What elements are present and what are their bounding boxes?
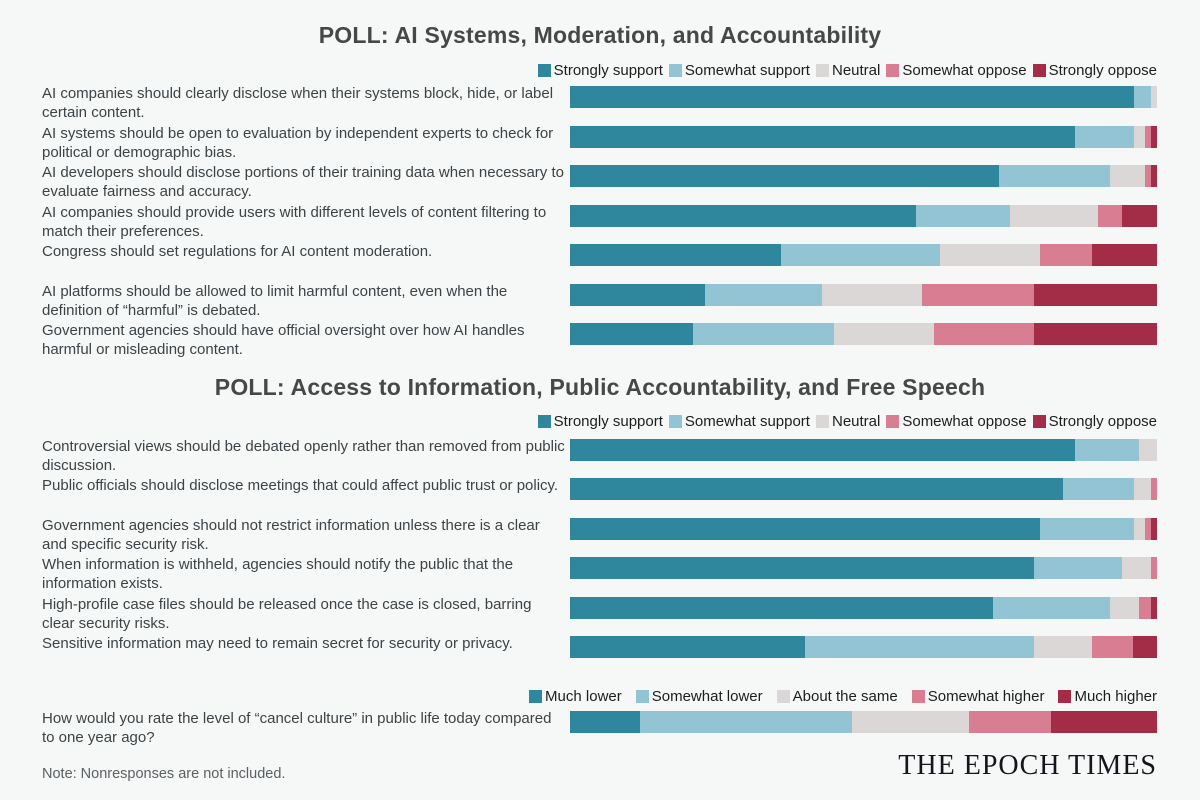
legend-item (1033, 413, 1157, 430)
legend-item (538, 413, 663, 430)
poll-row (0, 597, 1200, 637)
bar-segment (1122, 557, 1151, 579)
stacked-bar (570, 439, 1157, 461)
bar-segment (1092, 636, 1133, 658)
legend-swatch-icon (1058, 690, 1071, 703)
legend-swatch-icon (816, 415, 829, 428)
bar-segment (1151, 86, 1157, 108)
stacked-bar (570, 636, 1157, 658)
poll-row (0, 126, 1200, 166)
bar-segment (1034, 636, 1093, 658)
stacked-bar (570, 284, 1157, 306)
legend-label: Strongly oppose (1048, 61, 1157, 79)
bar-segment (570, 86, 1134, 108)
legend-item (777, 688, 898, 705)
bar-segment (570, 636, 805, 658)
bar-segment (1151, 165, 1157, 187)
poll-question-label: When information is withheld, agencies should notify the public that the information exists. (42, 556, 514, 592)
bar-segment (1040, 518, 1134, 540)
bar-segment (934, 323, 1034, 345)
bar-segment (1040, 244, 1093, 266)
bar-segment (1034, 284, 1157, 306)
bar-segment (1034, 557, 1122, 579)
bar-segment (705, 284, 822, 306)
legend-item (669, 413, 810, 430)
legend-swatch-icon (1033, 64, 1046, 77)
poll-question-label: Government agencies should not restrict information unless there is a clear and specific security risk. (42, 516, 540, 553)
footer (0, 750, 1200, 782)
stacked-bar (570, 165, 1157, 187)
section2-legend (0, 413, 1200, 431)
bar-segment (1075, 126, 1134, 148)
section3-legend (0, 688, 1200, 706)
bar-segment (940, 244, 1040, 266)
poll-question-label: Controversial views should be debated openly rather than removed from public discussion. (42, 437, 565, 474)
stacked-bar (570, 244, 1157, 266)
poll-question-label: Public officials should disclose meetings that could affect public trust or policy. (42, 477, 559, 494)
bar-segment (922, 284, 1034, 306)
legend-item (816, 413, 880, 430)
stacked-bar (570, 711, 1157, 733)
bar-segment (852, 711, 969, 733)
bar-segment (570, 205, 916, 227)
bar-segment (1092, 244, 1157, 266)
legend-label: Somewhat oppose (902, 61, 1027, 79)
legend-item (1033, 62, 1157, 79)
legend-swatch-icon (529, 690, 542, 703)
legend-swatch-icon (816, 64, 829, 77)
section2-rows (0, 439, 1200, 676)
poll-question-label: Government agencies should have official oversight over how AI handles harmful or misleading content. (42, 322, 525, 358)
poll-question-label: Congress should set regulations for AI content moderation. (42, 243, 433, 260)
poll-row (0, 284, 1200, 324)
poll-row (0, 439, 1200, 479)
legend-label: Somewhat lower (651, 688, 763, 705)
legend-item (886, 413, 1026, 430)
legend-label: About the same (792, 688, 898, 705)
poll-question-label: AI companies should provide users with different levels of content filtering to match their preferences. (42, 203, 547, 240)
bar-segment (1151, 518, 1157, 540)
bar-segment (570, 518, 1040, 540)
bar-segment (1139, 439, 1157, 461)
poll-row (0, 165, 1200, 205)
legend-label: Somewhat support (684, 61, 810, 79)
poll-row (0, 478, 1200, 518)
section1-legend (0, 61, 1200, 79)
legend-label: Somewhat higher (927, 688, 1045, 705)
stacked-bar (570, 205, 1157, 227)
bar-segment (570, 597, 993, 619)
bar-segment (1134, 126, 1146, 148)
poll-row (0, 205, 1200, 245)
legend-swatch-icon (538, 64, 551, 77)
legend-label: Neutral (831, 61, 881, 79)
stacked-bar (570, 597, 1157, 619)
bar-segment (570, 323, 693, 345)
legend-label: Somewhat oppose (902, 413, 1027, 430)
section3-rows (0, 711, 1200, 751)
legend-swatch-icon (636, 690, 649, 703)
bar-segment (1075, 439, 1140, 461)
poll-row (0, 244, 1200, 284)
legend-item (912, 688, 1045, 705)
bar-segment (570, 478, 1063, 500)
stacked-bar (570, 557, 1157, 579)
bar-segment (805, 636, 1034, 658)
poll-row (0, 86, 1200, 126)
bar-segment (570, 165, 999, 187)
legend-label: Much lower (545, 688, 622, 705)
footnote: Note: Nonresponses are not included. (42, 766, 286, 782)
poll-question-label: High-profile case files should be released once the case is closed, barring clear security risks. (42, 595, 532, 632)
bar-segment (570, 284, 705, 306)
bar-segment (822, 284, 922, 306)
stacked-bar (570, 478, 1157, 500)
poll-question-label: Sensitive information may need to remain secret for security or privacy. (42, 635, 513, 652)
bar-segment (1134, 478, 1152, 500)
legend-label: Somewhat support (684, 413, 810, 430)
bar-segment (1134, 518, 1146, 540)
bar-segment (1139, 597, 1151, 619)
legend-label: Strongly oppose (1048, 413, 1157, 430)
legend-swatch-icon (669, 415, 682, 428)
section1-title: POLL: AI Systems, Moderation, and Accountability (318, 22, 882, 48)
legend-swatch-icon (669, 64, 682, 77)
bar-segment (570, 439, 1075, 461)
bar-segment (693, 323, 834, 345)
legend-item (669, 62, 810, 79)
bar-segment (1110, 597, 1139, 619)
bar-segment (1110, 165, 1145, 187)
bar-segment (1151, 597, 1157, 619)
poll-question-label: AI companies should clearly disclose when their systems block, hide, or label certain content. (42, 85, 554, 121)
poll-question-label: AI platforms should be allowed to limit harmful content, even when the definition of “harmful” is debated. (42, 282, 508, 319)
poll-section-cancel-culture (0, 688, 1200, 751)
bar-segment (834, 323, 934, 345)
poll-row (0, 636, 1200, 676)
bar-segment (993, 597, 1110, 619)
epoch-times-logo: THE EPOCH TIMES (898, 750, 1157, 781)
poll-question-label: AI developers should disclose portions of their training data when necessary to evaluate fairness and accuracy. (42, 164, 564, 200)
bar-segment (999, 165, 1111, 187)
legend-swatch-icon (538, 415, 551, 428)
bar-segment (570, 244, 781, 266)
bar-segment (1134, 86, 1152, 108)
bar-segment (781, 244, 939, 266)
poll-section-information (0, 413, 1200, 676)
bar-segment (1010, 205, 1098, 227)
poll-row (0, 557, 1200, 597)
bar-segment (640, 711, 851, 733)
bar-segment (969, 711, 1051, 733)
stacked-bar (570, 86, 1157, 108)
legend-swatch-icon (912, 690, 925, 703)
bar-segment (570, 126, 1075, 148)
section1-rows (0, 86, 1200, 363)
stacked-bar (570, 323, 1157, 345)
bar-segment (1151, 126, 1157, 148)
stacked-bar (570, 126, 1157, 148)
bar-segment (1133, 636, 1156, 658)
poll-question-label: How would you rate the level of “cancel culture” in public life today compared to one year ago? (42, 709, 552, 746)
bar-segment (1151, 557, 1157, 579)
legend-label: Neutral (831, 413, 881, 430)
bar-segment (1151, 478, 1157, 500)
legend-label: Strongly support (553, 61, 663, 79)
legend-swatch-icon (886, 415, 899, 428)
bar-segment (1034, 323, 1157, 345)
poll-row (0, 711, 1200, 751)
bar-segment (1122, 205, 1157, 227)
legend-label: Much higher (1074, 688, 1157, 705)
legend-item (816, 62, 880, 79)
stacked-bar (570, 518, 1157, 540)
legend-item (886, 62, 1026, 79)
bar-segment (570, 711, 640, 733)
poll-row (0, 323, 1200, 363)
bar-segment (1063, 478, 1133, 500)
legend-swatch-icon (777, 690, 790, 703)
section2-title: POLL: Access to Information, Public Accountability, and Free Speech (214, 373, 986, 400)
bar-segment (1051, 711, 1157, 733)
legend-swatch-icon (886, 64, 899, 77)
legend-swatch-icon (1033, 415, 1046, 428)
bar-segment (1098, 205, 1121, 227)
legend-item (1058, 688, 1157, 705)
poll-question-label: AI systems should be open to evaluation by independent experts to check for political or demographic bias. (42, 124, 554, 161)
bar-segment (570, 557, 1034, 579)
legend-item (538, 62, 663, 79)
bar-segment (916, 205, 1010, 227)
legend-item (636, 688, 763, 705)
poll-row (0, 518, 1200, 558)
poll-section-ai (0, 61, 1200, 363)
legend-item (529, 688, 622, 705)
legend-label: Strongly support (553, 413, 663, 430)
